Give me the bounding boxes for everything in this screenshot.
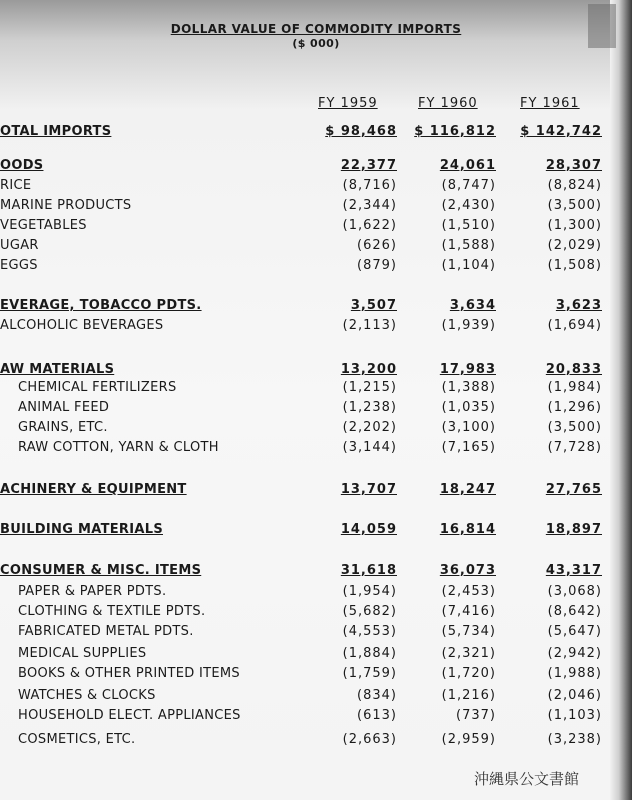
value-fy1960: 17,983 bbox=[439, 362, 496, 377]
value-fy1960: (5,734) bbox=[441, 624, 496, 639]
value-fy1960: (3,100) bbox=[441, 420, 496, 435]
value-fy1960: (1,388) bbox=[441, 380, 496, 395]
row-label: ANIMAL FEED bbox=[18, 400, 110, 415]
value-fy1959: (834) bbox=[357, 688, 397, 703]
table-section-row bbox=[0, 124, 632, 142]
value-fy1959: 14,059 bbox=[340, 522, 397, 537]
table-row bbox=[0, 584, 632, 602]
value-fy1961: (1,694) bbox=[547, 318, 602, 333]
table-row bbox=[0, 198, 632, 216]
table-section-row bbox=[0, 158, 632, 176]
table-row bbox=[0, 666, 632, 684]
value-fy1960: (1,939) bbox=[441, 318, 496, 333]
value-fy1960: (1,216) bbox=[441, 688, 496, 703]
table-row bbox=[0, 732, 632, 750]
row-label: FABRICATED METAL PDTS. bbox=[18, 624, 194, 639]
value-fy1961: (1,984) bbox=[547, 380, 602, 395]
value-fy1961: (1,988) bbox=[547, 666, 602, 681]
row-label: CLOTHING & TEXTILE PDTS. bbox=[18, 604, 206, 619]
value-fy1961: (1,296) bbox=[547, 400, 602, 415]
row-label: ALCOHOLIC BEVERAGES bbox=[0, 318, 164, 333]
row-label: COSMETICS, ETC. bbox=[18, 732, 136, 747]
row-label: BOOKS & OTHER PRINTED ITEMS bbox=[18, 666, 240, 681]
value-fy1960: (1,510) bbox=[441, 218, 496, 233]
value-fy1959: (2,202) bbox=[342, 420, 397, 435]
value-fy1959: (626) bbox=[357, 238, 397, 253]
table-row bbox=[0, 218, 632, 236]
table-row bbox=[0, 178, 632, 196]
value-fy1960: 18,247 bbox=[439, 482, 496, 497]
row-label: VEGETABLES bbox=[0, 218, 87, 233]
value-fy1961: 18,897 bbox=[545, 522, 602, 537]
row-label: RICE bbox=[0, 178, 32, 193]
value-fy1960: (2,959) bbox=[441, 732, 496, 747]
value-fy1959: $ 98,468 bbox=[325, 124, 397, 139]
row-label: MARINE PRODUCTS bbox=[0, 198, 132, 213]
table-row bbox=[0, 258, 632, 276]
value-fy1960: 3,634 bbox=[449, 298, 496, 313]
value-fy1959: (8,716) bbox=[342, 178, 397, 193]
value-fy1959: (1,954) bbox=[342, 584, 397, 599]
value-fy1961: (8,642) bbox=[547, 604, 602, 619]
row-label: EGGS bbox=[0, 258, 38, 273]
value-fy1961: (2,046) bbox=[547, 688, 602, 703]
table-row bbox=[0, 420, 632, 438]
table-row bbox=[0, 440, 632, 458]
value-fy1961: 43,317 bbox=[545, 563, 602, 578]
document-title-block bbox=[0, 22, 632, 50]
value-fy1961: (2,029) bbox=[547, 238, 602, 253]
value-fy1961: (3,500) bbox=[547, 198, 602, 213]
value-fy1959: (2,344) bbox=[342, 198, 397, 213]
value-fy1960: (8,747) bbox=[441, 178, 496, 193]
value-fy1960: $ 116,812 bbox=[414, 124, 496, 139]
row-label: CONSUMER & MISC. ITEMS bbox=[0, 563, 202, 578]
value-fy1959: (879) bbox=[357, 258, 397, 273]
row-label: RAW COTTON, YARN & CLOTH bbox=[18, 440, 219, 455]
value-fy1961: $ 142,742 bbox=[520, 124, 602, 139]
value-fy1959: 22,377 bbox=[340, 158, 397, 173]
table-section-row bbox=[0, 298, 632, 316]
table-section-row bbox=[0, 563, 632, 581]
value-fy1959: (613) bbox=[357, 708, 397, 723]
row-label: EVERAGE, TOBACCO PDTS. bbox=[0, 298, 202, 313]
table-section-row bbox=[0, 362, 632, 380]
column-header-fy1959: FY 1959 bbox=[318, 96, 378, 111]
value-fy1959: (1,884) bbox=[342, 646, 397, 661]
row-label: OODS bbox=[0, 158, 44, 173]
table-section-row bbox=[0, 482, 632, 500]
value-fy1959: (1,622) bbox=[342, 218, 397, 233]
value-fy1961: 3,623 bbox=[555, 298, 602, 313]
value-fy1960: (7,416) bbox=[441, 604, 496, 619]
value-fy1960: (1,720) bbox=[441, 666, 496, 681]
table-row bbox=[0, 400, 632, 418]
archive-stamp: 沖縄県公文書館 bbox=[474, 770, 580, 788]
value-fy1960: 16,814 bbox=[439, 522, 496, 537]
row-label: BUILDING MATERIALS bbox=[0, 522, 163, 537]
document-subtitle: ($ 000) bbox=[292, 37, 340, 50]
value-fy1961: 27,765 bbox=[545, 482, 602, 497]
value-fy1959: (1,238) bbox=[342, 400, 397, 415]
value-fy1959: (3,144) bbox=[342, 440, 397, 455]
value-fy1961: 28,307 bbox=[545, 158, 602, 173]
table-row bbox=[0, 708, 632, 726]
row-label: GRAINS, ETC. bbox=[18, 420, 108, 435]
table-row bbox=[0, 604, 632, 622]
value-fy1961: (1,508) bbox=[547, 258, 602, 273]
table-row bbox=[0, 688, 632, 706]
value-fy1959: (1,215) bbox=[342, 380, 397, 395]
value-fy1960: (1,035) bbox=[441, 400, 496, 415]
value-fy1959: (4,553) bbox=[342, 624, 397, 639]
row-label: WATCHES & CLOCKS bbox=[18, 688, 156, 703]
table-row bbox=[0, 238, 632, 256]
value-fy1959: (1,759) bbox=[342, 666, 397, 681]
table-row bbox=[0, 318, 632, 336]
document-title: DOLLAR VALUE OF COMMODITY IMPORTS bbox=[170, 22, 462, 36]
row-label: PAPER & PAPER PDTS. bbox=[18, 584, 167, 599]
value-fy1960: (2,430) bbox=[441, 198, 496, 213]
value-fy1961: (8,824) bbox=[547, 178, 602, 193]
value-fy1961: (1,300) bbox=[547, 218, 602, 233]
table-row bbox=[0, 624, 632, 642]
value-fy1960: (2,321) bbox=[441, 646, 496, 661]
value-fy1959: 3,507 bbox=[350, 298, 397, 313]
value-fy1959: 31,618 bbox=[340, 563, 397, 578]
value-fy1961: (3,500) bbox=[547, 420, 602, 435]
value-fy1961: (3,068) bbox=[547, 584, 602, 599]
value-fy1959: (2,113) bbox=[342, 318, 397, 333]
value-fy1960: (1,588) bbox=[441, 238, 496, 253]
value-fy1960: (1,104) bbox=[441, 258, 496, 273]
value-fy1961: (1,103) bbox=[547, 708, 602, 723]
value-fy1960: (2,453) bbox=[441, 584, 496, 599]
value-fy1959: (5,682) bbox=[342, 604, 397, 619]
value-fy1960: 24,061 bbox=[439, 158, 496, 173]
value-fy1961: (5,647) bbox=[547, 624, 602, 639]
value-fy1960: (7,165) bbox=[441, 440, 496, 455]
row-label: CHEMICAL FERTILIZERS bbox=[18, 380, 177, 395]
column-header-fy1960: FY 1960 bbox=[418, 96, 478, 111]
row-label: HOUSEHOLD ELECT. APPLIANCES bbox=[18, 708, 241, 723]
value-fy1960: (737) bbox=[456, 708, 496, 723]
row-label: AW MATERIALS bbox=[0, 362, 115, 377]
value-fy1960: 36,073 bbox=[439, 563, 496, 578]
row-label: UGAR bbox=[0, 238, 39, 253]
table-row bbox=[0, 646, 632, 664]
table-row bbox=[0, 380, 632, 398]
row-label: MEDICAL SUPPLIES bbox=[18, 646, 147, 661]
value-fy1961: (3,238) bbox=[547, 732, 602, 747]
value-fy1959: 13,707 bbox=[340, 482, 397, 497]
row-label: OTAL IMPORTS bbox=[0, 124, 112, 139]
value-fy1959: (2,663) bbox=[342, 732, 397, 747]
value-fy1961: 20,833 bbox=[545, 362, 602, 377]
column-header-fy1961: FY 1961 bbox=[520, 96, 580, 111]
row-label: ACHINERY & EQUIPMENT bbox=[0, 482, 187, 497]
value-fy1961: (7,728) bbox=[547, 440, 602, 455]
value-fy1961: (2,942) bbox=[547, 646, 602, 661]
table-section-row bbox=[0, 522, 632, 540]
value-fy1959: 13,200 bbox=[340, 362, 397, 377]
